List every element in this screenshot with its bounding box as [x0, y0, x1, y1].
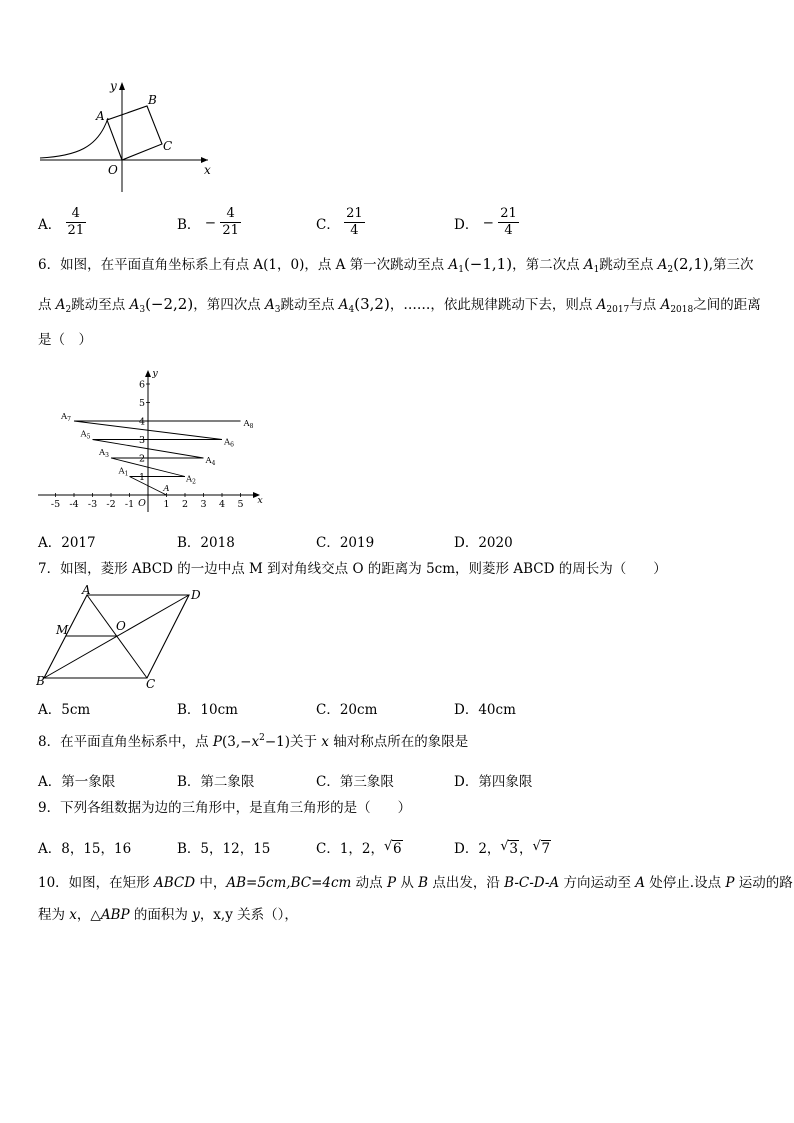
- q8-point: P: [212, 734, 222, 750]
- q10-p1: P: [386, 875, 397, 891]
- q6-a1b-sub: 1: [593, 265, 600, 275]
- q5-option-a-den: 21: [67, 223, 85, 239]
- q7-option-a: A．5cm: [38, 702, 91, 718]
- q6-text: 跳动至点: [280, 297, 339, 313]
- fig6-y-tick-label: 2: [138, 453, 146, 465]
- fig5-label-a: A: [96, 109, 105, 123]
- fig5-label-b: B: [148, 93, 157, 107]
- fig6-y-tick-label: 1: [138, 472, 146, 483]
- q10-ab: AB=5cm,BC=4cm: [226, 875, 352, 891]
- q10-line-1: [38, 877, 793, 891]
- q6-a1b: A: [583, 257, 594, 273]
- q5-option-d-letter: D．: [454, 216, 479, 233]
- q6-a1: A: [448, 257, 459, 273]
- fig6-point-label: $A_6$: [224, 437, 234, 449]
- q8-text-a: 8．在平面直角坐标系中，点: [38, 734, 213, 750]
- q7-option-c: C．20cm: [316, 702, 378, 718]
- q10-text: 10．如图，在矩形: [38, 875, 154, 891]
- q9-option-c-sqrt: √ 6: [384, 839, 402, 857]
- q6-a2017-sub: 2017: [606, 305, 630, 315]
- q10-p2: P: [725, 875, 735, 891]
- fig6-y-tick-label: 5: [138, 398, 146, 409]
- q5-option-c-letter: C．: [316, 216, 340, 233]
- q9-option-c-rad: 6: [393, 841, 402, 857]
- fig6-x-tick-label: 3: [200, 499, 207, 510]
- fig6-origin-label: O: [138, 498, 146, 509]
- q8-text: [38, 734, 468, 750]
- q9-option-b: B．5，12，15: [177, 841, 271, 857]
- q6-a2: A: [657, 257, 668, 273]
- q10-a: A: [635, 875, 646, 891]
- q10-line-2: [38, 909, 298, 923]
- fig6-x-tick-label: 1: [163, 499, 170, 510]
- q8-coord-a: (3,−: [221, 734, 252, 750]
- q6-text: ，……，依此规律跳动下去，则点: [389, 297, 597, 313]
- q10-text: 方向运动至: [559, 875, 636, 891]
- q10-text: ，△: [76, 907, 101, 923]
- q5-option-c: [316, 206, 365, 240]
- q8-coord-x: x: [251, 734, 260, 750]
- q6-a3-sub: 3: [139, 305, 146, 315]
- q5-option-b-fraction: [220, 206, 241, 240]
- q6-text: 之间的距离: [693, 297, 761, 313]
- fig6-y-label: y: [152, 368, 158, 379]
- q6-text: 与点: [629, 297, 661, 313]
- q5-option-b-sign: −: [204, 214, 217, 231]
- fig6-y-tick-label: 3: [138, 435, 146, 446]
- fig5-label-y: y: [110, 79, 117, 93]
- q6-text: 点: [38, 297, 56, 313]
- q6-text: 6．如图，在平面直角坐标系上有点 A(1，0)，点 A 第一次跳动至点: [38, 257, 449, 273]
- q5-option-b-den: 21: [222, 223, 239, 239]
- q6-text: 跳动至点: [71, 297, 130, 313]
- q5-option-a-fraction: [66, 206, 87, 240]
- q8-text-c: 轴对称点所在的象限是: [328, 734, 469, 750]
- fig5-label-c: C: [163, 139, 173, 153]
- q5-option-b-num: 4: [220, 206, 241, 223]
- q6-a2018: A: [660, 297, 671, 313]
- fig6-point-label: A: [163, 484, 170, 494]
- q10-text: 点出发，沿: [428, 875, 505, 891]
- fig6-y-tick-label: 4: [138, 416, 146, 428]
- q9-option-d-sqrt1: √ 3: [500, 839, 519, 857]
- q9-option-d-sqrt2: √ 7: [532, 839, 551, 857]
- q7-option-b: B．10cm: [177, 702, 238, 718]
- q6-text: ，第四次点: [193, 297, 265, 313]
- q6-a3: A: [129, 297, 140, 313]
- q6-a2018-sub: 2018: [670, 305, 694, 315]
- q5-option-d-num: 21: [498, 206, 519, 223]
- fig7-label-c: C: [146, 677, 156, 690]
- fig6-point-label: $A_1$: [118, 466, 129, 478]
- q9-text: 9．下列各组数据为边的三角形中，是直角三角形的是（ ）: [38, 800, 412, 816]
- q9-option-d-rad2: 7: [541, 841, 551, 857]
- q10-text: 处停止.设点: [645, 875, 726, 891]
- q6-option-b: B．2018: [177, 535, 235, 551]
- q9-option-a: A．8，15，16: [38, 841, 132, 857]
- q6-a4-coord: (3,2): [354, 295, 390, 313]
- q6-a3b: A: [265, 297, 275, 313]
- q6-a4: A: [338, 297, 349, 313]
- q6-a3b-sub: 3: [274, 305, 281, 315]
- q7-option-d: D．40cm: [454, 702, 516, 718]
- fig6-point-label: $A_7$: [61, 412, 71, 423]
- q10-text: 的面积为: [129, 907, 193, 923]
- q6-a2-coord: (2,1): [673, 255, 709, 273]
- q8-coord-exp: 2: [259, 733, 265, 743]
- fig6-y-arrow: [145, 370, 151, 377]
- fig5-label-o: O: [108, 163, 118, 177]
- q10-text: 中，: [195, 875, 227, 891]
- q6-a4-sub: 4: [348, 305, 355, 315]
- q5-option-c-den: 4: [350, 223, 359, 239]
- q9-option-d-pre: D．2，: [454, 841, 501, 857]
- q10-text: 从: [396, 875, 419, 891]
- q10-abp: ABP: [100, 907, 130, 923]
- q8-axis: x: [321, 734, 329, 750]
- fig5-label-x: x: [204, 163, 211, 177]
- figure-q7: [36, 584, 208, 690]
- q10-text: 程为: [38, 907, 70, 923]
- fig6-x-tick-label: -1: [124, 499, 135, 510]
- q6-line-1: [38, 257, 754, 275]
- q6-a1-sub: 1: [458, 265, 464, 275]
- q6-text: 跳动至点: [599, 257, 658, 273]
- fig7-label-m: M: [56, 623, 69, 637]
- fig6-x-tick-label: -5: [50, 499, 61, 510]
- q6-a2b: A: [55, 297, 66, 313]
- q10-abcd: ABCD: [153, 875, 196, 891]
- q5-option-a-letter: A．: [38, 216, 62, 233]
- q5-option-a-num: 4: [66, 206, 87, 223]
- fig6-x-label: x: [257, 495, 263, 506]
- fig7-label-d: D: [191, 588, 201, 602]
- q8-option-d: D．第四象限: [454, 774, 533, 790]
- q9-option-c-pre: C．1，2，: [316, 841, 385, 857]
- fig6-point-label: $A_2$: [186, 474, 196, 486]
- q9-option-d-rad1: 3: [509, 841, 519, 857]
- q6-option-c: C．2019: [316, 535, 375, 551]
- q6-line-3: 是（ ）: [38, 332, 92, 348]
- q8-option-a: A．第一象限: [38, 774, 116, 790]
- fig6-point-label: $A_4$: [205, 456, 216, 467]
- q5-option-b: [177, 206, 241, 240]
- q10-text: ，x,y 关系（），: [199, 907, 298, 923]
- q5-option-a: [38, 206, 86, 240]
- q5-option-c-num: 21: [344, 206, 365, 223]
- q9-option-d-mid: ，: [519, 841, 533, 857]
- q6-a2b-sub: 2: [65, 305, 72, 315]
- fig7-label-a: A: [82, 584, 91, 597]
- q7-text: 7．如图，菱形 ABCD 的一边中点 M 到对角线交点 O 的距离为 5cm，则菱形 ABCD 的周长为（ ）: [38, 561, 667, 577]
- q9-option-d: [454, 837, 551, 857]
- q8-text-b: 关于: [289, 734, 322, 750]
- fig6-point-label: $A_5$: [80, 429, 91, 441]
- fig6-x-tick-label: -4: [69, 499, 79, 510]
- q5-option-d-sign: −: [482, 214, 494, 231]
- q5-option-b-letter: B．: [177, 216, 201, 233]
- fig7-label-b: B: [36, 674, 45, 688]
- q6-a2017: A: [596, 297, 607, 313]
- q9-option-c: [316, 837, 403, 857]
- q6-option-d: D．2020: [454, 535, 513, 551]
- figure-q5: [36, 78, 226, 198]
- q8-option-c: C．第三象限: [316, 774, 394, 790]
- q10-text: 运动的路: [734, 875, 793, 891]
- fig6-x-tick-label: 2: [181, 499, 189, 510]
- fig6-y-tick-label: 6: [138, 379, 146, 391]
- q6-option-a: A．2017: [38, 535, 96, 551]
- q10-b: B: [418, 875, 429, 891]
- q6-a3-coord: (−2,2): [145, 295, 194, 313]
- figure-q6: [36, 366, 270, 514]
- q8-option-b: B．第二象限: [177, 774, 255, 790]
- fig6-point-label: $A_8$: [243, 419, 254, 430]
- q5-option-c-fraction: [344, 206, 365, 240]
- q8-coord-b: −1): [264, 734, 290, 750]
- q6-line-2: [38, 297, 761, 315]
- q6-a1-coord: (−1,1): [463, 255, 513, 273]
- fig6-x-tick-label: -2: [106, 499, 116, 510]
- q5-option-d-fraction: [498, 206, 519, 240]
- q6-a2-sub: 2: [667, 265, 674, 275]
- fig6-x-tick-label: -3: [87, 499, 98, 510]
- q10-text: 动点: [351, 875, 387, 891]
- fig7-label-o: O: [116, 619, 126, 633]
- fig6-x-tick-label: 4: [218, 499, 226, 510]
- q6-text: ，第二次点: [512, 257, 584, 273]
- fig6-point-label: $A_3$: [99, 448, 109, 459]
- q5-option-d-den: 4: [504, 223, 513, 239]
- q10-y: y: [192, 907, 200, 923]
- q10-path: B-C-D-A: [504, 875, 560, 891]
- q6-text: ,第三次: [708, 257, 754, 273]
- q5-option-d: [454, 206, 519, 240]
- q10-x: x: [69, 907, 77, 923]
- fig6-x-tick-label: 5: [237, 499, 244, 510]
